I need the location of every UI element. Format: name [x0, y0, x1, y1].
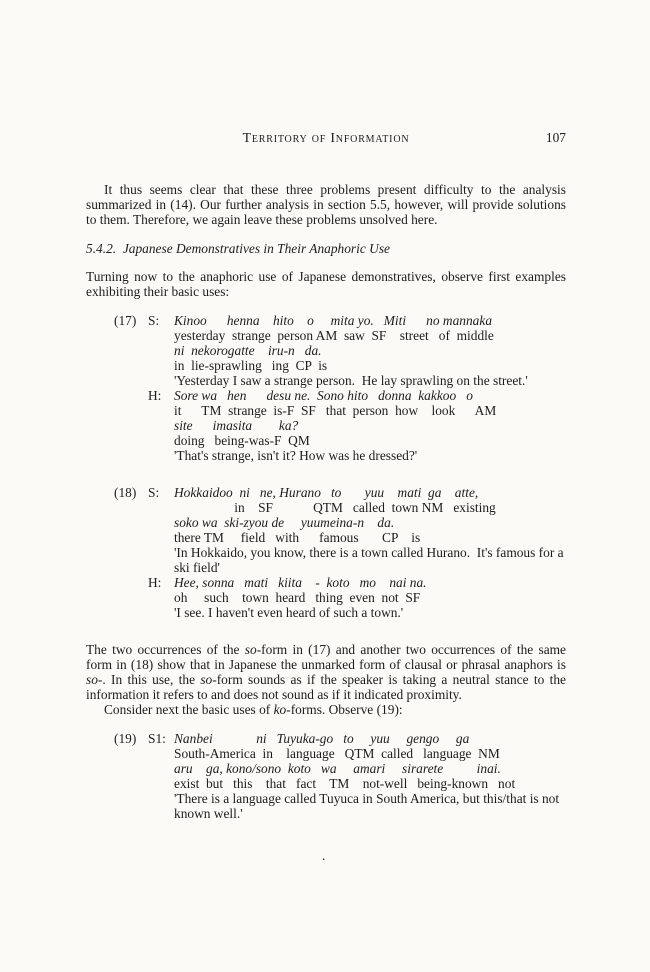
translation-line: 'I see. I haven't even heard of such a town.'	[174, 605, 404, 620]
speaker-label: S:	[148, 313, 160, 328]
turn-h	[148, 388, 566, 463]
source-line: ni nekorogatte iru-n da.	[174, 343, 322, 358]
turn-lines	[174, 313, 566, 388]
translation-line: 'Yesterday I saw a strange person. He lay sprawling on the street.'	[174, 373, 528, 388]
translation-line: 'That's strange, isn't it? How was he dressed?'	[174, 448, 418, 463]
gloss-line: doing being-was-F QM	[174, 433, 310, 448]
example-17	[86, 313, 566, 463]
stray-mark: .	[322, 848, 326, 863]
source-line: Hokkaidoo ni ne, Hurano to yuu mati ga atte,	[174, 485, 479, 500]
example-turns	[148, 731, 566, 821]
gloss-line: South-America in language QTM called language NM	[174, 746, 500, 761]
turn-lines	[174, 485, 566, 575]
turn-lines	[174, 575, 566, 620]
turn-s1	[148, 731, 566, 821]
example-number: (19)	[114, 731, 137, 746]
example-number: (18)	[114, 485, 137, 500]
source-line: aru ga, kono/sono koto wa amari sirarete inai.	[174, 761, 501, 776]
gloss-line: in SF QTM called town NM existing	[174, 500, 496, 515]
paragraph-turning: Turning now to the anaphoric use of Japanese demonstratives, observe first examples exhibiting their basic uses:	[86, 269, 566, 299]
translation-line: 'There is a language called Tuyuca in South America, but this/that is not known well.'	[174, 791, 563, 821]
source-line: Nanbei ni Tuyuka-go to yuu gengo ga	[174, 731, 470, 746]
running-title: Territory of Information	[242, 130, 410, 145]
example-turns	[148, 313, 566, 463]
source-line: soko wa ski-zyou de yuumeina-n da.	[174, 515, 395, 530]
turn-s	[148, 313, 566, 388]
gloss-line: yesterday strange person AM saw SF street of middle	[174, 328, 494, 343]
source-line: Hee, sonna mati kiita - koto mo nai na.	[174, 575, 427, 590]
example-18	[86, 485, 566, 620]
gloss-line: in lie-sprawling ing CP is	[174, 358, 328, 373]
source-line: Sore wa hen desu ne. Sono hito donna kakkoo o	[174, 388, 473, 403]
turn-lines	[174, 388, 566, 463]
paragraph-consider: Consider next the basic uses of ko-forms. Observe (19):	[104, 702, 403, 717]
example-19	[86, 731, 566, 821]
gloss-line: it TM strange is-F SF that person how look AM	[174, 403, 497, 418]
turn-lines	[174, 731, 566, 821]
gloss-line: oh such town heard thing even not SF	[174, 590, 421, 605]
source-line: Kinoo henna hito o mita yo. Miti no mannaka	[174, 313, 493, 328]
translation-line: 'In Hokkaido, you know, there is a town called Hurano. It's famous for a ski field'	[174, 545, 567, 575]
example-number: (17)	[114, 313, 137, 328]
page-header	[86, 130, 566, 148]
gloss-line: exist but this that fact TM not-well being-known not	[174, 776, 516, 791]
turn-h	[148, 575, 566, 620]
speaker-label: H:	[148, 575, 162, 590]
paragraph-discussion: The two occurrences of the so-form in (17) and another two occurrences of the same form in (18) show that in Japanese the unmarked form of clausal or phrasal anaphors is so-. In this use, the so-form sounds as if the speaker is taking a neutral stance to the information it refers to and does not sound as if it indicated proximity.	[86, 642, 567, 702]
example-turns	[148, 485, 566, 620]
section-heading: 5.4.2. Japanese Demonstratives in Their Anaphoric Use	[86, 241, 390, 256]
paragraph-intro: It thus seems clear that these three problems present difficulty to the analysis summarized in (14). Our further analysis in section 5.5, however, will provide solutions to them. Therefore, we again leave these problems unsolved here.	[86, 182, 566, 227]
page-number: 107	[545, 130, 566, 145]
turn-s	[148, 485, 566, 575]
speaker-label: S1:	[148, 731, 166, 746]
source-line: site imasita ka?	[174, 418, 299, 433]
gloss-line: there TM field with famous CP is	[174, 530, 421, 545]
speaker-label: S:	[148, 485, 160, 500]
speaker-label: H:	[148, 388, 162, 403]
